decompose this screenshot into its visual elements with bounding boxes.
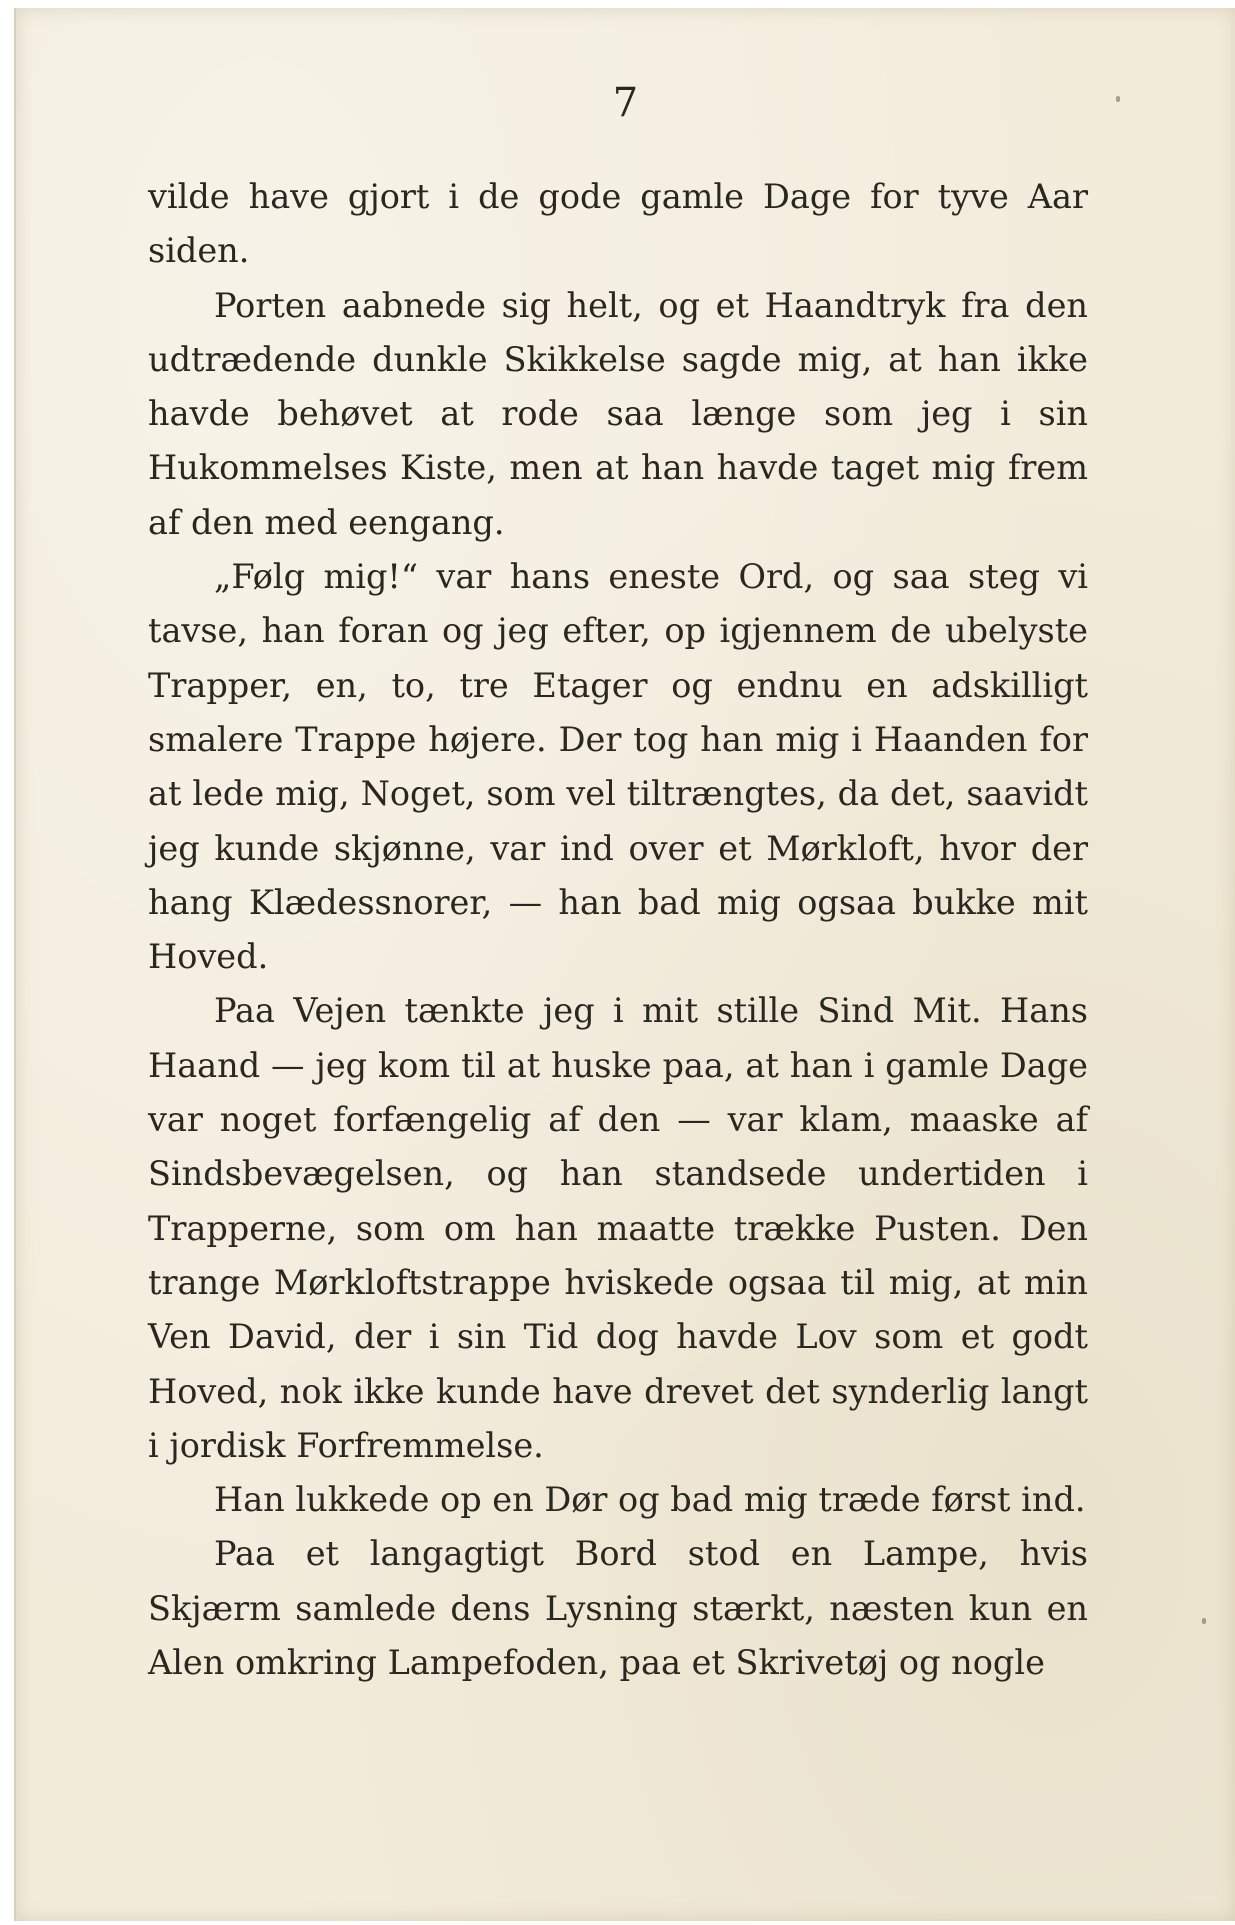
paragraph-1: vilde have gjort i de gode gamle Dage for tyve Aar siden. xyxy=(148,177,1088,271)
paper-speck xyxy=(1202,1618,1206,1624)
paragraph-5: Han lukkede op en Dør og bad mig træde først ind. xyxy=(214,1480,1086,1520)
paragraph-2: Porten aabnede sig helt, og et Haandtryk fra den udtrædende dunkle Skikkelse sagde mig, at han ikke havde behøvet at rode saa længe som jeg i sin Hukommelses Kiste, men at han havde taget mig frem af den med eengang. xyxy=(148,285,1088,542)
body-text xyxy=(148,170,1088,1690)
paragraph-4: Paa Vejen tænkte jeg i mit stille Sind Mit. Hans Haand — jeg kom til at huske paa, at han i gamle Dage var noget forfængelig af den — var klam, maaske af Sindsbevægelsen, og han standsede undertiden i Trapperne, som om han maatte trække Pusten. Den trange Mørkloftstrappe hviskede ogsaa til mig, at min Ven David, der i sin Tid dog havde Lov som et godt Hoved, nok ikke kunde have drevet det synderlig langt i jordisk Forfremmelse. xyxy=(148,991,1088,1465)
paragraph-3: „Følg mig!“ var hans eneste Ord, og saa steg vi tavse, han foran og jeg efter, op igjennem de ubelyste Trapper, en, to, tre Etager og endnu en adskilligt smalere Trappe højere. Der tog han mig i Haanden for at lede mig, Noget, som vel tiltrængtes, da det, saavidt jeg kunde skjønne, var ind over et Mørkloft, hvor der hang Klædessnorer, — han bad mig ogsaa bukke mit Hoved. xyxy=(148,557,1088,977)
paragraph-6: Paa et langagtigt Bord stod en Lampe, hvis Skjærm samlede dens Lysning stærkt, næsten kun en Alen omkring Lampefoden, paa et Skrivetøj og nogle xyxy=(148,1534,1088,1683)
paper-speck xyxy=(1116,96,1120,102)
book-page xyxy=(14,8,1235,1921)
page-number: 7 xyxy=(612,80,639,126)
